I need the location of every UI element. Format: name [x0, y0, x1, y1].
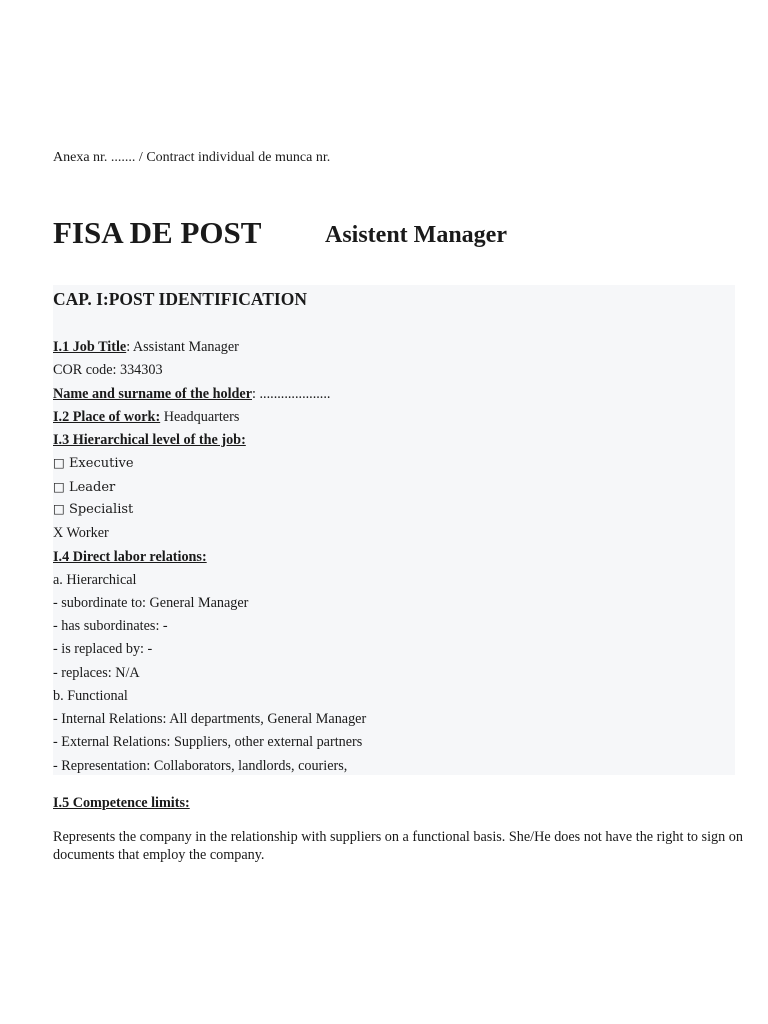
checkbox-empty-icon: □: [53, 455, 65, 470]
checkbox-checked-mark: X: [53, 525, 64, 541]
annex-line: Anexa nr. ....... / Contract individual de munca nr.: [53, 150, 331, 165]
level-label: Specialist: [64, 502, 134, 517]
place-of-work-line: [53, 407, 239, 427]
level-leader: [53, 477, 115, 498]
relation-item: - Representation: Collaborators, landlords, couriers,: [53, 758, 348, 774]
post-identification-section: [53, 285, 735, 775]
relation-item: - replaces: N/A: [53, 665, 140, 681]
job-title-label: I.1 Job Title: [53, 339, 127, 355]
level-executive: [53, 453, 134, 474]
relation-item: a. Hierarchical: [53, 572, 137, 588]
relation-item: - is replaced by: -: [53, 641, 153, 657]
chapter-heading: CAP. I:POST IDENTIFICATION: [53, 289, 307, 309]
cor-code-line: COR code: 334303: [53, 362, 163, 378]
place-of-work-label: I.2 Place of work:: [53, 409, 161, 425]
level-label: Executive: [64, 456, 134, 471]
competence-heading: I.5 Competence limits:: [53, 795, 190, 811]
relation-item: - subordinate to: General Manager: [53, 595, 249, 611]
hierarchical-level-label: I.3 Hierarchical level of the job:: [53, 432, 246, 448]
level-specialist: [53, 499, 133, 520]
holder-label: Name and surname of the holder: [53, 386, 253, 402]
relation-item: - External Relations: Suppliers, other external partners: [53, 734, 363, 750]
relation-item: - Internal Relations: All departments, General Manager: [53, 711, 367, 727]
competence-paragraph: Represents the company in the relationship with suppliers on a functional basis. She/He does not have the right to sign on documents that employ the company.: [53, 829, 743, 863]
labor-relations-label: I.4 Direct labor relations:: [53, 549, 207, 565]
level-label: Worker: [63, 525, 109, 541]
labor-relations-heading: [53, 547, 207, 567]
page-title: FISA DE POST: [53, 215, 262, 250]
job-title-value: : Assistant Manager: [126, 339, 239, 355]
holder-value: : ....................: [252, 386, 331, 402]
holder-line: [53, 384, 330, 404]
relation-item: b. Functional: [53, 688, 128, 704]
level-label: Leader: [64, 480, 116, 495]
hierarchical-level-heading: [53, 430, 246, 450]
level-worker: [53, 523, 109, 543]
checkbox-empty-icon: □: [53, 501, 65, 516]
relation-item: - has subordinates: -: [53, 618, 168, 634]
place-of-work-value: Headquarters: [160, 409, 240, 425]
job-position-title: Asistent Manager: [325, 222, 507, 248]
checkbox-empty-icon: □: [53, 479, 65, 494]
job-title-line: [53, 337, 239, 357]
